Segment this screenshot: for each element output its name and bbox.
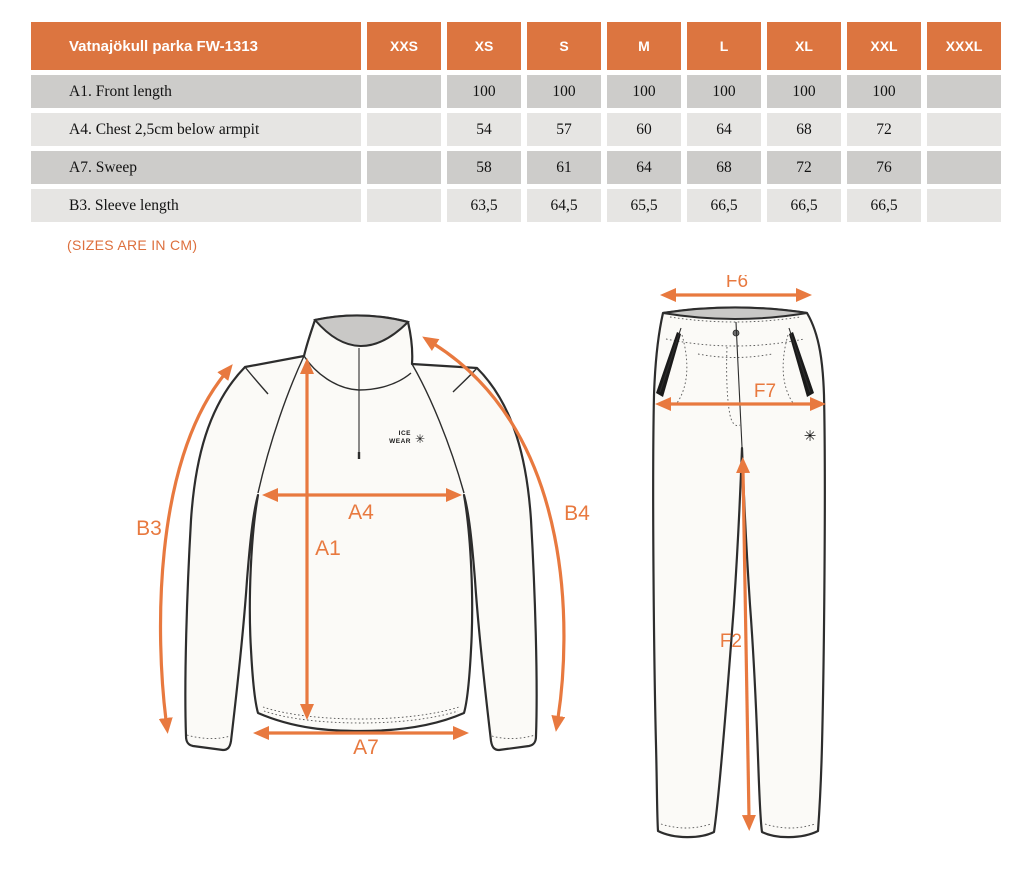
label-b3: B3 bbox=[136, 517, 162, 540]
cell: 72 bbox=[767, 151, 841, 184]
table-row bbox=[31, 75, 1001, 108]
label-a7: A7 bbox=[353, 736, 379, 759]
table-row bbox=[31, 151, 1001, 184]
cell: 100 bbox=[767, 75, 841, 108]
label-f7: F7 bbox=[753, 381, 777, 402]
row-label: A7. Sweep bbox=[31, 151, 361, 184]
snowflake-icon: ✳ bbox=[414, 432, 426, 446]
label-a4: A4 bbox=[348, 501, 374, 524]
size-chart-table bbox=[25, 17, 1007, 227]
cell: 66,5 bbox=[847, 189, 921, 222]
pants-measurement-diagram bbox=[630, 275, 890, 875]
jacket-measurement-diagram bbox=[100, 280, 620, 820]
column-header-l: L bbox=[687, 22, 761, 70]
cell bbox=[367, 75, 441, 108]
table-title: Vatnajökull parka FW-1313 bbox=[31, 22, 361, 70]
table-row bbox=[31, 113, 1001, 146]
cell bbox=[367, 189, 441, 222]
cell: 57 bbox=[527, 113, 601, 146]
row-label: B3. Sleeve length bbox=[31, 189, 361, 222]
brand-logo-line1: ICE bbox=[398, 430, 411, 437]
label-b4: B4 bbox=[564, 502, 590, 525]
cell bbox=[927, 113, 1001, 146]
cell: 100 bbox=[847, 75, 921, 108]
cell bbox=[927, 151, 1001, 184]
brand-logo-line2: WEAR bbox=[389, 438, 411, 445]
cell: 100 bbox=[607, 75, 681, 108]
snowflake-icon: ✳ bbox=[803, 428, 817, 445]
cell: 54 bbox=[447, 113, 521, 146]
size-chart-section bbox=[25, 17, 1007, 227]
column-header-xxs: XXS bbox=[367, 22, 441, 70]
cell: 60 bbox=[607, 113, 681, 146]
cell: 66,5 bbox=[687, 189, 761, 222]
cell: 64 bbox=[687, 113, 761, 146]
cell: 65,5 bbox=[607, 189, 681, 222]
cell: 58 bbox=[447, 151, 521, 184]
cell bbox=[367, 113, 441, 146]
column-header-m: M bbox=[607, 22, 681, 70]
column-header-xxxl: XXXL bbox=[927, 22, 1001, 70]
row-label: A4. Chest 2,5cm below armpit bbox=[31, 113, 361, 146]
column-header-xs: XS bbox=[447, 22, 521, 70]
cell: 66,5 bbox=[767, 189, 841, 222]
table-row bbox=[31, 189, 1001, 222]
header-row bbox=[31, 22, 1001, 70]
cell: 64 bbox=[607, 151, 681, 184]
cell bbox=[927, 75, 1001, 108]
cell: 100 bbox=[527, 75, 601, 108]
column-header-s: S bbox=[527, 22, 601, 70]
label-f2: F2 bbox=[719, 631, 742, 652]
label-f6: F6 bbox=[725, 275, 749, 292]
cell bbox=[927, 189, 1001, 222]
cell: 63,5 bbox=[447, 189, 521, 222]
cell: 76 bbox=[847, 151, 921, 184]
column-header-xl: XL bbox=[767, 22, 841, 70]
sizes-unit-note: (SIZES ARE IN CM) bbox=[67, 237, 198, 253]
cell: 68 bbox=[767, 113, 841, 146]
column-header-xxl: XXL bbox=[847, 22, 921, 70]
cell: 72 bbox=[847, 113, 921, 146]
row-label: A1. Front length bbox=[31, 75, 361, 108]
cell: 68 bbox=[687, 151, 761, 184]
label-a1: A1 bbox=[315, 537, 341, 560]
cell: 100 bbox=[687, 75, 761, 108]
cell: 61 bbox=[527, 151, 601, 184]
cell: 100 bbox=[447, 75, 521, 108]
jacket-silhouette bbox=[185, 315, 536, 750]
cell bbox=[367, 151, 441, 184]
cell: 64,5 bbox=[527, 189, 601, 222]
